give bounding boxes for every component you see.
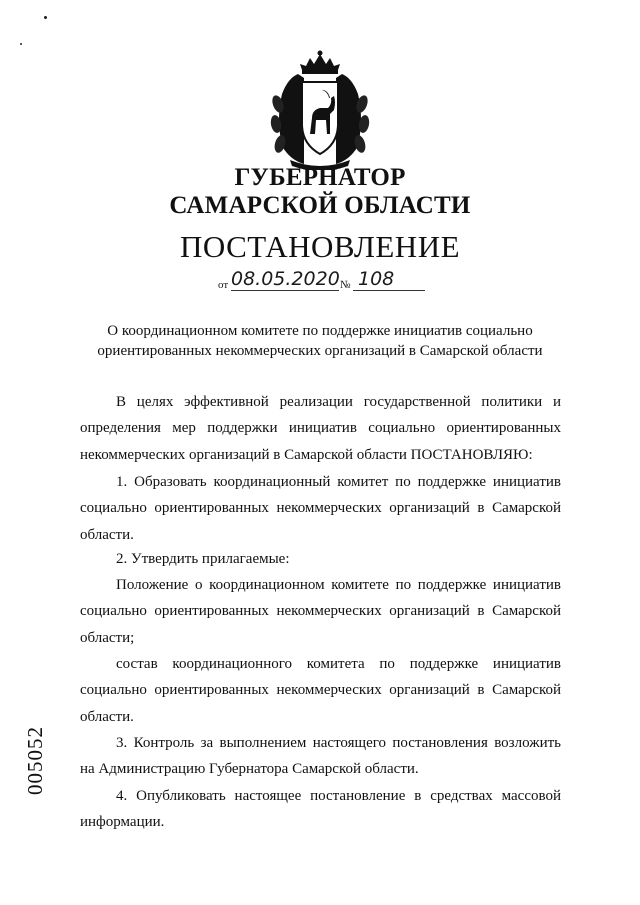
paragraph-text: Положение о координационном комитете по поддержке инициатив социально ориентированных некоммерческих организаций в Самарской области;: [80, 577, 561, 646]
paragraph-text: 3. Контроль за выполнением настоящего постановления возложить на Администрацию Губернатора Самарской области.: [80, 735, 561, 778]
subject-line1: О координационном комитете по поддержке инициатив социально: [107, 323, 533, 339]
paragraph-text: В целях эффективной реализации государственной политики и определения мер поддержки инициатив социально ориентированных некоммерческих организаций в Самарской области ПОСТАНОВЛЯЮ:: [80, 394, 561, 463]
paragraph-item-3: [80, 730, 561, 783]
paragraph-preamble: [80, 389, 561, 468]
issuer-title-line1: ГУБЕРНАТОР: [234, 164, 406, 191]
paragraph-text: 1. Образовать координационный комитет по поддержке инициатив социально ориентированных некоммерческих организаций в Самарской области.: [80, 474, 561, 543]
paragraph-item-1: [80, 469, 561, 548]
date-label: от: [218, 279, 229, 291]
paragraph-composition: [80, 651, 561, 730]
paragraph-item-4: [80, 783, 561, 836]
paragraph-text: 4. Опубликовать настоящее постановление в средствах массовой информации.: [80, 788, 561, 831]
scan-speck: [44, 16, 47, 19]
document-type: ПОСТАНОВЛЕНИЕ: [179, 229, 461, 264]
registration-number: 005052: [23, 726, 47, 795]
number-value: 108: [358, 268, 395, 290]
date-underline: [231, 290, 339, 291]
number-label: №: [340, 279, 351, 291]
issuer-title-line2: САМАРСКОЙ ОБЛАСТИ: [169, 192, 471, 219]
subject-line2: ориентированных некоммерческих организаций в Самарской области: [97, 343, 543, 359]
paragraph-text: состав координационного комитета по поддержке инициатив социально ориентированных некоммерческих организаций в Самарской области.: [80, 656, 561, 725]
paragraph-regulation: [80, 572, 561, 651]
paragraph-text: 2. Утвердить прилагаемые:: [116, 551, 290, 567]
date-value: 08.05.2020: [231, 268, 340, 290]
coat-of-arms-icon: [268, 48, 372, 170]
paragraph-item-2: [80, 546, 561, 572]
document-subject: [60, 321, 580, 361]
number-underline: [353, 290, 425, 291]
scan-speck: [20, 43, 22, 45]
